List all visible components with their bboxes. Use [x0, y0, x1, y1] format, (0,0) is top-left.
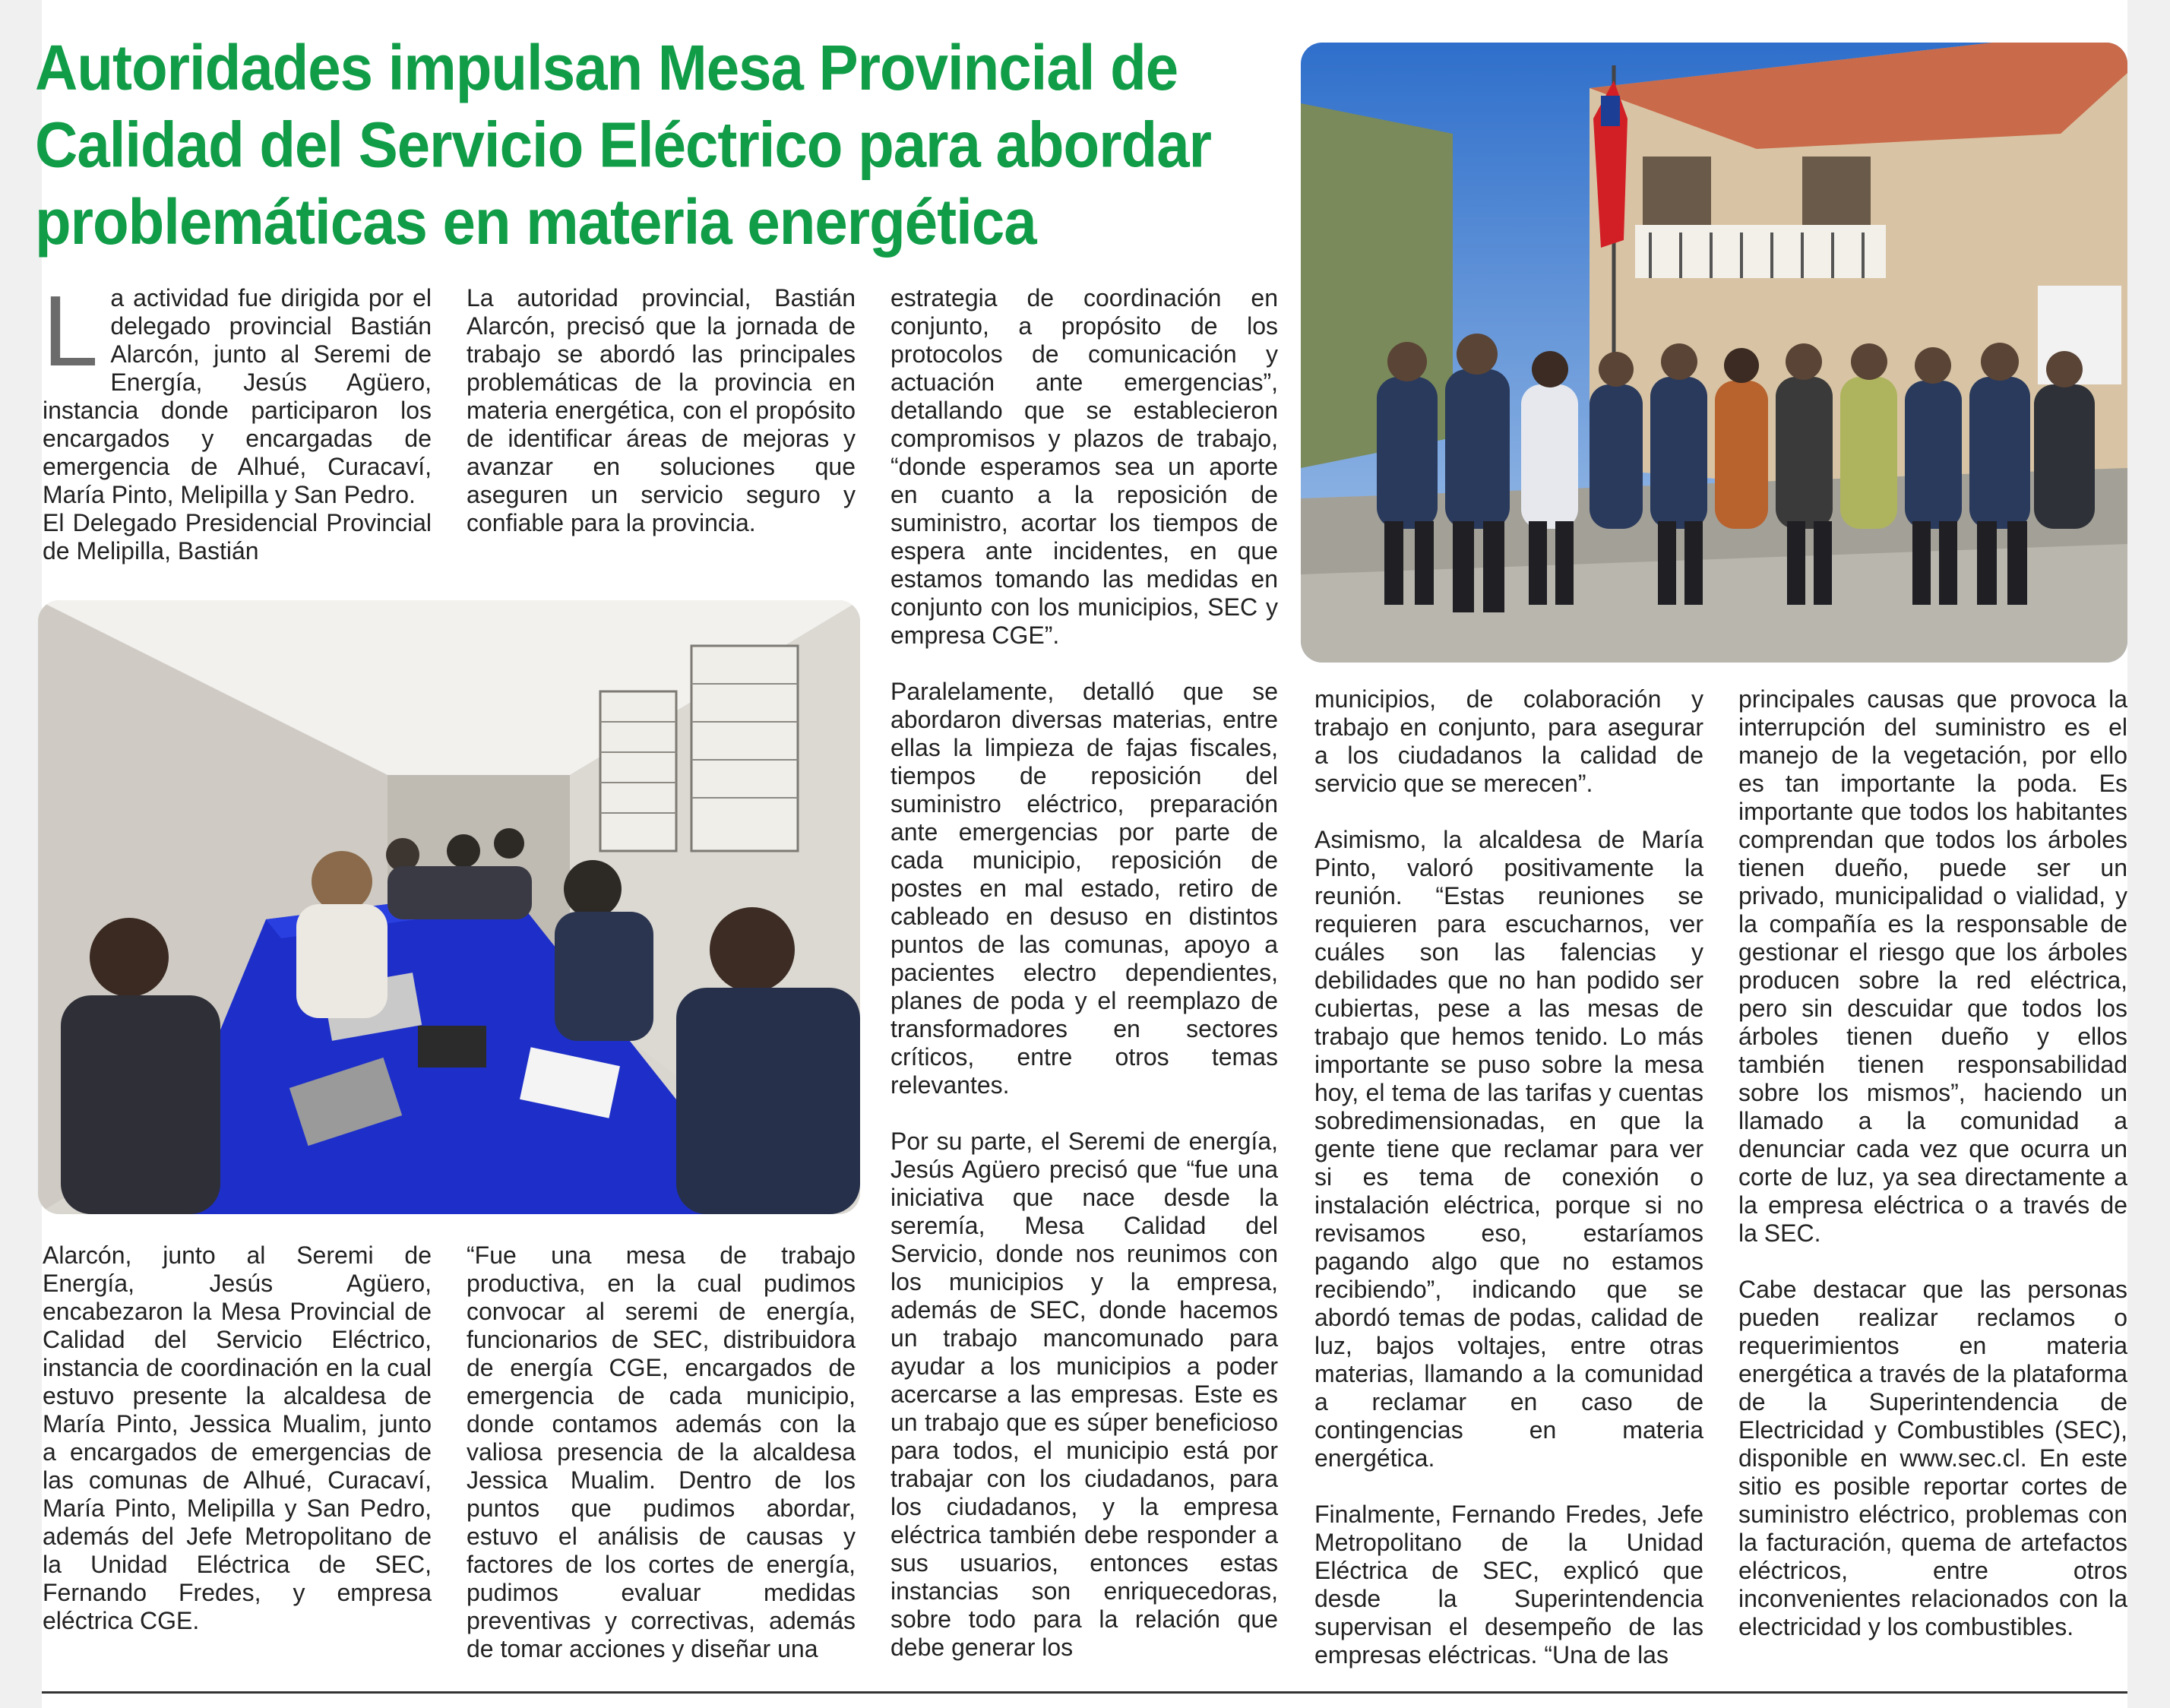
meeting-photo	[38, 600, 860, 1214]
paragraph: Alarcón, junto al Seremi de Energía, Jesús Agüero, encabezaron la Mesa Provincial de Calidad del Servicio Eléctrico, instancia de coordinación en la cual estuvo presente la alcaldesa de María Pinto, Jessica Mualim, junto a encargados de emergencias de las comunas de Alhué, Curacaví, María Pinto, Melipilla y San Pedro, además del Jefe Metropolitano de la Unidad Eléctrica de SEC, Fernando Fredes, y empresa eléctrica CGE.	[43, 1241, 432, 1634]
column-1-bottom	[43, 1241, 432, 1635]
paragraph: municipios, de colaboración y trabajo en conjunto, para asegurar a los ciudadanos la calidad de servicio que se merecen”.	[1314, 685, 1703, 797]
meeting-photo-illustration	[38, 600, 860, 1214]
paragraph: Cabe destacar que las personas pueden realizar reclamos o requerimientos en materia energética a través de la plataforma de la Superintendencia de Electricidad y Combustibles (SEC), disponible en www.sec.cl. En este sitio es posible reportar cortes de suministro eléctrico, problemas con la facturación, quema de artefactos eléctricos, entre otros inconvenientes relacionados con la electricidad y los combustibles.	[1738, 1276, 2127, 1640]
column-2-top	[467, 284, 856, 537]
paragraph-intro: La actividad fue dirigida por el delegado provincial Bastián Alarcón, junto al Seremi de Energía, Jesús Agüero, instancia donde participaron los encargados y encargadas de emergencia de Alhué, Curacaví, María Pinto, Melipilla y San Pedro.	[43, 275, 432, 508]
drop-cap: L	[43, 275, 99, 387]
paragraph: Finalmente, Fernando Fredes, Jefe Metropolitano de la Unidad Eléctrica de SEC, explicó que desde la Superintendencia supervisan el desempeño de las empresas eléctricas. “Una de las	[1314, 1501, 1703, 1668]
group-photo	[1301, 43, 2127, 663]
paragraph: La autoridad provincial, Bastián Alarcón, precisó que la jornada de trabajo se abordó las principales problemáticas de la provincia en materia energética, con el propósito de identificar áreas de mejoras y avanzar en soluciones que aseguren un servicio seguro y confiable para la provincia.	[467, 284, 856, 536]
bottom-rule	[42, 1691, 2127, 1694]
column-4	[1314, 685, 1703, 1669]
paragraph: Por su parte, el Seremi de energía, Jesús Agüero precisó que “fue una iniciativa que nace desde la seremía, Mesa Calidad del Servicio, donde nos reunimos con los municipios y la empresa, además de SEC, donde hacemos un trabajo mancomunado para ayudar a los municipios a poder acercarse a las empresas. Este es un trabajo que es súper beneficioso para todos, el municipio está por trabajar con los ciudadanos, para los ciudadanos, y la empresa eléctrica también debe responder a sus usuarios, entonces estas instancias son enriquecedoras, sobre todo para la relación que debe generar los	[890, 1128, 1278, 1661]
column-1-top	[43, 275, 432, 565]
column-5	[1738, 685, 2127, 1641]
group-photo-illustration	[1301, 43, 2127, 663]
paragraph: Asimismo, la alcaldesa de María Pinto, valoró positivamente la reunión. “Estas reuniones se requieren para escucharnos, ver cuáles son las falencias y debilidades que no han podido ser cubiertas, pese a las mesas de trabajo que hemos tenido. Lo más importante se puso sobre la mesa hoy, el tema de las tarifas y cuentas sobredimensionadas, en que la gente tiene que reclamar para ver si es tema de conexión o instalación eléctrica, porque si no revisamos eso, estaríamos pagando algo que no estamos recibiendo”, indicando que se abordó temas de podas, calidad de luz, bajos voltajes, entre otras materias, llamando a la comunidad a reclamar en caso de contingencias en materia energética.	[1314, 826, 1703, 1472]
article-headline: Autoridades impulsan Mesa Provincial de Calidad del Servicio Eléctrico para abordar problemáticas en materia energética	[35, 31, 1211, 258]
paragraph: “Fue una mesa de trabajo productiva, en la cual pudimos convocar al seremi de energía, funcionarios de SEC, distribuidora de energía CGE, encargados de emergencia de cada municipio, donde contamos además con la valiosa presencia de la alcaldesa Jessica Mualim. Dentro de los puntos que pudimos abordar, estuvo el análisis de causas y factores de los cortes de energía, pudimos evaluar medidas preventivas y correctivas, además de tomar acciones y diseñar una	[467, 1241, 856, 1662]
paragraph: El Delegado Presidencial Provincial de Melipilla, Bastián	[43, 509, 432, 565]
right-margin-strip	[2127, 0, 2170, 1708]
column-2-bottom	[467, 1241, 856, 1663]
paragraph: Paralelamente, detalló que se abordaron diversas materias, entre ellas la limpieza de fajas fiscales, tiempos de reposición del suministro eléctrico, preparación ante emergencias por parte de cada municipio, reposición de postes en mal estado, retiro de cableado en desuso en distintos puntos de las comunas, apoyo a pacientes electro dependientes, planes de poda y el reemplazo de transformadores en sectores críticos, entre otros temas relevantes.	[890, 678, 1278, 1099]
paragraph: principales causas que provoca la interrupción del suministro es el manejo de la vegetación, por ello es tan importante la poda. Es importante que todos los habitantes comprendan que todos los árboles tienen dueño, puede ser un privado, municipalidad o vialidad, y la compañía es la responsable de gestionar el riesgo que los árboles producen sobre la red eléctrica, pero sin descuidar que todos los árboles tienen dueño y ellos también tienen responsabilidad sobre los mismos”, haciendo un llamado a la comunidad a denunciar cada vez que ocurra un corte de luz, ya sea directamente a la empresa eléctrica o a través de la SEC.	[1738, 685, 2127, 1247]
column-3	[890, 284, 1278, 1662]
paragraph: estrategia de coordinación en conjunto, a propósito de los protocolos de comunicación y actuación ante emergencias”, detallando que se establecieron compromisos y plazos de trabajo, “donde esperamos sea un aporte en cuanto a la reposición de suministro, acortar los tiempos de espera ante incidentes, en que estamos tomando las medidas en conjunto con los municipios, SEC y empresa CGE”.	[890, 284, 1278, 649]
